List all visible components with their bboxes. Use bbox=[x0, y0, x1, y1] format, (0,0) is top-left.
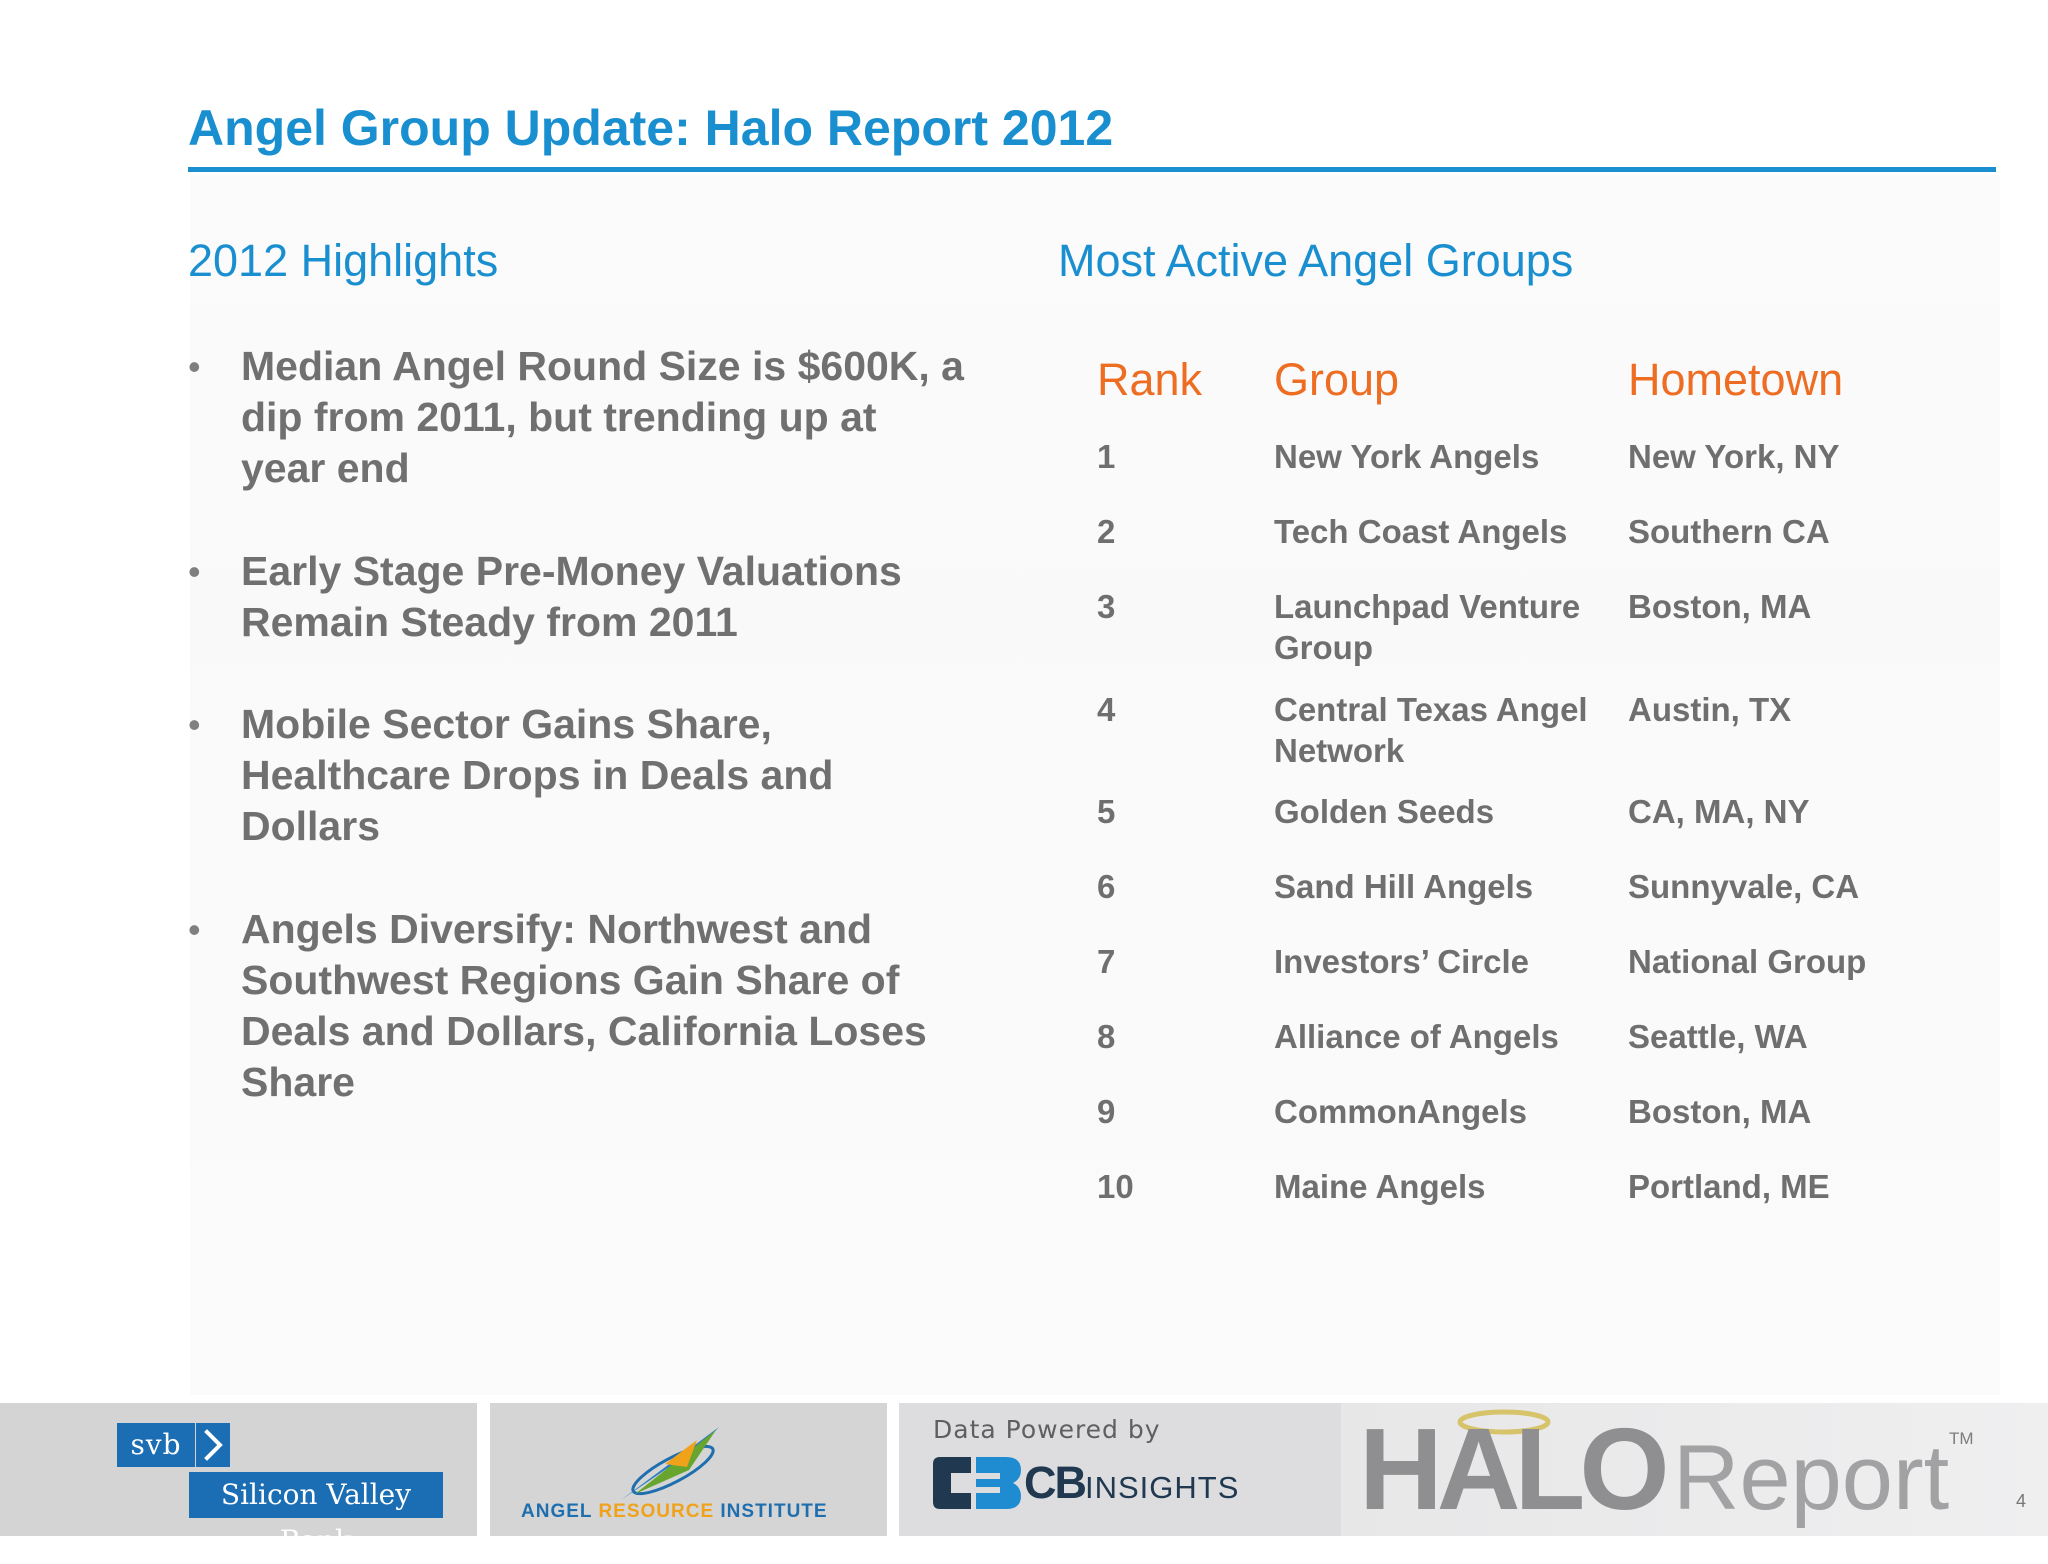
halo-text: HALO bbox=[1359, 1409, 1664, 1529]
table-row bbox=[1097, 1016, 1997, 1088]
highlight-text-3: Mobile Sector Gains Share, Healthcare Drops in Deals and Dollars bbox=[241, 701, 834, 849]
table-row bbox=[1097, 866, 1997, 938]
group-cell: Central Texas Angel Network bbox=[1274, 691, 1588, 769]
rank-cell: 5 bbox=[1097, 793, 1116, 830]
cb-bold-text: CB bbox=[1024, 1457, 1085, 1508]
group-cell: Investors’ Circle bbox=[1274, 943, 1529, 980]
table-header-group: Group bbox=[1274, 354, 1400, 405]
rank-cell: 1 bbox=[1097, 438, 1116, 475]
ari-resource-text: RESOURCE bbox=[598, 1501, 715, 1522]
hometown-cell: Austin, TX bbox=[1628, 691, 1792, 728]
group-cell: Tech Coast Angels bbox=[1274, 513, 1568, 550]
rank-cell: 4 bbox=[1097, 691, 1116, 728]
group-cell: Golden Seeds bbox=[1274, 793, 1495, 830]
highlight-text-4: Angels Diversify: Northwest and Southwest Regions Gain Share of Deals and Dollars, California Loses Share bbox=[241, 906, 927, 1105]
ari-wordmark bbox=[521, 1501, 861, 1523]
hometown-cell: Boston, MA bbox=[1628, 588, 1812, 625]
table-row bbox=[1097, 436, 1997, 508]
rank-cell: 8 bbox=[1097, 1018, 1116, 1055]
bullet-icon: • bbox=[188, 909, 201, 950]
group-cell: New York Angels bbox=[1274, 438, 1540, 475]
hometown-cell: Boston, MA bbox=[1628, 1093, 1812, 1130]
report-text: Report bbox=[1673, 1427, 1950, 1529]
angel-groups-heading: Most Active Angel Groups bbox=[1058, 235, 1574, 286]
trademark-text: TM bbox=[1949, 1429, 1974, 1448]
table-row bbox=[1097, 586, 1997, 666]
highlights-heading: 2012 Highlights bbox=[188, 235, 499, 286]
table-row bbox=[1097, 689, 1997, 769]
ari-institute-text: INSTITUTE bbox=[714, 1501, 828, 1522]
chevron-right-icon bbox=[196, 1423, 230, 1467]
cb-powered-label: Data Powered by bbox=[933, 1415, 1161, 1444]
group-cell: Maine Angels bbox=[1274, 1168, 1486, 1205]
title-rule bbox=[188, 167, 1996, 172]
table-row bbox=[1097, 511, 1997, 583]
hometown-cell: New York, NY bbox=[1628, 438, 1840, 475]
highlight-text-2: Early Stage Pre-Money Valuations Remain Steady from 2011 bbox=[241, 548, 902, 645]
sponsor-footer bbox=[0, 1403, 2048, 1557]
hometown-cell: Southern CA bbox=[1628, 513, 1830, 550]
table-row bbox=[1097, 791, 1997, 863]
hometown-cell: Seattle, WA bbox=[1628, 1018, 1808, 1055]
hometown-cell: CA, MA, NY bbox=[1628, 793, 1810, 830]
hometown-cell: Portland, ME bbox=[1628, 1168, 1830, 1205]
table-header-hometown: Hometown bbox=[1628, 354, 1844, 405]
svb-short-logo: svb bbox=[117, 1423, 195, 1467]
highlight-text-1: Median Angel Round Size is $600K, a dip from 2011, but trending up at year end bbox=[241, 343, 964, 491]
group-cell: Alliance of Angels bbox=[1274, 1018, 1559, 1055]
group-cell: Sand Hill Angels bbox=[1274, 868, 1534, 905]
ari-mark-icon bbox=[617, 1422, 727, 1502]
svb-name-logo: Silicon Valley Bank bbox=[189, 1472, 443, 1518]
table-row bbox=[1097, 1091, 1997, 1163]
group-cell: Launchpad Venture Group bbox=[1274, 588, 1581, 666]
bullet-icon: • bbox=[188, 346, 201, 387]
rank-cell: 3 bbox=[1097, 588, 1116, 625]
cb-insights-text: INSIGHTS bbox=[1085, 1470, 1240, 1505]
rank-cell: 7 bbox=[1097, 943, 1116, 980]
table-row bbox=[1097, 1166, 1997, 1238]
bullet-icon: • bbox=[188, 704, 201, 745]
table-header-rank: Rank bbox=[1097, 354, 1203, 405]
rank-cell: 6 bbox=[1097, 868, 1116, 905]
bullet-icon: • bbox=[188, 551, 201, 592]
group-cell: CommonAngels bbox=[1274, 1093, 1528, 1130]
cb-wordmark bbox=[1024, 1457, 1239, 1514]
hometown-cell: National Group bbox=[1628, 943, 1867, 980]
rank-cell: 9 bbox=[1097, 1093, 1116, 1130]
page-number: 4 bbox=[2016, 1491, 2027, 1511]
rank-cell: 2 bbox=[1097, 513, 1116, 550]
ari-angel-text: ANGEL bbox=[521, 1501, 599, 1522]
cb-insights-mark-icon bbox=[933, 1457, 1021, 1509]
halo-report-logo bbox=[1359, 1409, 2019, 1529]
rank-cell: 10 bbox=[1097, 1168, 1134, 1205]
slide-title: Angel Group Update: Halo Report 2012 bbox=[188, 100, 1114, 156]
hometown-cell: Sunnyvale, CA bbox=[1628, 868, 1860, 905]
table-row bbox=[1097, 941, 1997, 1013]
